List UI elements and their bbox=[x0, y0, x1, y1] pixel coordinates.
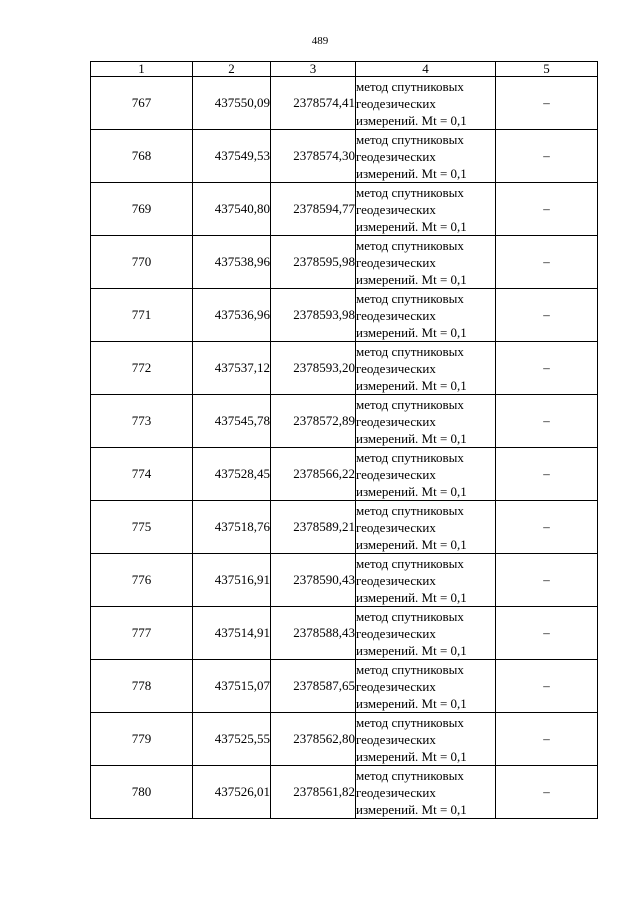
method-cell bbox=[356, 448, 496, 501]
point-number-cell: 773 bbox=[91, 395, 193, 448]
method-cell bbox=[356, 660, 496, 713]
point-number-cell: 777 bbox=[91, 607, 193, 660]
method-line: геодезических bbox=[356, 201, 436, 217]
x-coordinate-cell: 437514,91 bbox=[193, 607, 271, 660]
method-line: геодезических bbox=[356, 148, 436, 164]
note-cell: – bbox=[496, 236, 598, 289]
note-cell: – bbox=[496, 342, 598, 395]
x-coordinate-cell: 437550,09 bbox=[193, 77, 271, 130]
table-row bbox=[91, 766, 598, 819]
method-line: метод спутниковых bbox=[356, 661, 464, 677]
y-coordinate-cell: 2378593,98 bbox=[271, 289, 356, 342]
table-row bbox=[91, 554, 598, 607]
method-cell bbox=[356, 130, 496, 183]
x-coordinate-cell: 437540,80 bbox=[193, 183, 271, 236]
method-cell bbox=[356, 183, 496, 236]
method-line: геодезических bbox=[356, 731, 436, 747]
method-cell bbox=[356, 236, 496, 289]
method-line: метод спутниковых bbox=[356, 555, 464, 571]
table-row bbox=[91, 130, 598, 183]
x-coordinate-cell: 437525,55 bbox=[193, 713, 271, 766]
method-line: метод спутниковых bbox=[356, 608, 464, 624]
note-cell: – bbox=[496, 501, 598, 554]
method-line: метод спутниковых bbox=[356, 184, 464, 200]
note-cell: – bbox=[496, 766, 598, 819]
point-number-cell: 767 bbox=[91, 77, 193, 130]
point-number-cell: 779 bbox=[91, 713, 193, 766]
table-row bbox=[91, 607, 598, 660]
method-line: геодезических bbox=[356, 625, 436, 641]
point-number-cell: 774 bbox=[91, 448, 193, 501]
method-line: метод спутниковых bbox=[356, 237, 464, 253]
method-line: метод спутниковых bbox=[356, 290, 464, 306]
table-row bbox=[91, 289, 598, 342]
method-line: метод спутниковых bbox=[356, 767, 464, 783]
header-row bbox=[91, 62, 598, 77]
note-cell: – bbox=[496, 660, 598, 713]
note-cell: – bbox=[496, 77, 598, 130]
table-row bbox=[91, 77, 598, 130]
method-cell bbox=[356, 395, 496, 448]
x-coordinate-cell: 437516,91 bbox=[193, 554, 271, 607]
y-coordinate-cell: 2378590,43 bbox=[271, 554, 356, 607]
point-number-cell: 772 bbox=[91, 342, 193, 395]
method-line: измерений. Mt = 0,1 bbox=[356, 377, 467, 393]
method-line: измерений. Mt = 0,1 bbox=[356, 324, 467, 340]
x-coordinate-cell: 437526,01 bbox=[193, 766, 271, 819]
x-coordinate-cell: 437537,12 bbox=[193, 342, 271, 395]
method-line: метод спутниковых bbox=[356, 131, 464, 147]
x-coordinate-cell: 437518,76 bbox=[193, 501, 271, 554]
method-cell bbox=[356, 289, 496, 342]
table-body bbox=[91, 77, 598, 819]
y-coordinate-cell: 2378574,41 bbox=[271, 77, 356, 130]
x-coordinate-cell: 437549,53 bbox=[193, 130, 271, 183]
table-row bbox=[91, 501, 598, 554]
method-cell bbox=[356, 501, 496, 554]
table-row bbox=[91, 713, 598, 766]
method-line: геодезических bbox=[356, 466, 436, 482]
point-number-cell: 769 bbox=[91, 183, 193, 236]
method-cell bbox=[356, 342, 496, 395]
header-col-5: 5 bbox=[496, 62, 598, 77]
method-line: метод спутниковых bbox=[356, 714, 464, 730]
point-number-cell: 778 bbox=[91, 660, 193, 713]
method-line: метод спутниковых bbox=[356, 78, 464, 94]
method-line: измерений. Mt = 0,1 bbox=[356, 748, 467, 764]
point-number-cell: 776 bbox=[91, 554, 193, 607]
method-line: метод спутниковых bbox=[356, 396, 464, 412]
y-coordinate-cell: 2378595,98 bbox=[271, 236, 356, 289]
method-line: измерений. Mt = 0,1 bbox=[356, 589, 467, 605]
method-line: метод спутниковых bbox=[356, 343, 464, 359]
note-cell: – bbox=[496, 554, 598, 607]
note-cell: – bbox=[496, 395, 598, 448]
method-line: измерений. Mt = 0,1 bbox=[356, 642, 467, 658]
method-cell bbox=[356, 607, 496, 660]
method-line: измерений. Mt = 0,1 bbox=[356, 483, 467, 499]
table-row bbox=[91, 395, 598, 448]
header-col-3: 3 bbox=[271, 62, 356, 77]
y-coordinate-cell: 2378588,43 bbox=[271, 607, 356, 660]
method-line: измерений. Mt = 0,1 bbox=[356, 430, 467, 446]
y-coordinate-cell: 2378562,80 bbox=[271, 713, 356, 766]
header-col-2: 2 bbox=[193, 62, 271, 77]
method-cell bbox=[356, 713, 496, 766]
method-line: геодезических bbox=[356, 519, 436, 535]
y-coordinate-cell: 2378589,21 bbox=[271, 501, 356, 554]
method-line: измерений. Mt = 0,1 bbox=[356, 695, 467, 711]
method-line: метод спутниковых bbox=[356, 502, 464, 518]
table-row bbox=[91, 448, 598, 501]
table-row bbox=[91, 660, 598, 713]
x-coordinate-cell: 437536,96 bbox=[193, 289, 271, 342]
method-cell bbox=[356, 766, 496, 819]
page-number: 489 bbox=[311, 35, 329, 47]
y-coordinate-cell: 2378574,30 bbox=[271, 130, 356, 183]
table-row bbox=[91, 236, 598, 289]
table-row bbox=[91, 183, 598, 236]
method-line: геодезических bbox=[356, 254, 436, 270]
method-line: геодезических bbox=[356, 413, 436, 429]
method-cell bbox=[356, 77, 496, 130]
method-line: измерений. Mt = 0,1 bbox=[356, 536, 467, 552]
method-line: измерений. Mt = 0,1 bbox=[356, 271, 467, 287]
method-line: геодезических bbox=[356, 572, 436, 588]
method-line: геодезических bbox=[356, 95, 436, 111]
y-coordinate-cell: 2378593,20 bbox=[271, 342, 356, 395]
header-col-4: 4 bbox=[356, 62, 496, 77]
note-cell: – bbox=[496, 289, 598, 342]
method-line: метод спутниковых bbox=[356, 449, 464, 465]
point-number-cell: 780 bbox=[91, 766, 193, 819]
method-line: геодезических bbox=[356, 307, 436, 323]
point-number-cell: 775 bbox=[91, 501, 193, 554]
x-coordinate-cell: 437545,78 bbox=[193, 395, 271, 448]
method-cell bbox=[356, 554, 496, 607]
y-coordinate-cell: 2378587,65 bbox=[271, 660, 356, 713]
method-line: измерений. Mt = 0,1 bbox=[356, 112, 467, 128]
method-line: геодезических bbox=[356, 784, 436, 800]
method-line: измерений. Mt = 0,1 bbox=[356, 218, 467, 234]
note-cell: – bbox=[496, 130, 598, 183]
x-coordinate-cell: 437538,96 bbox=[193, 236, 271, 289]
y-coordinate-cell: 2378561,82 bbox=[271, 766, 356, 819]
method-line: измерений. Mt = 0,1 bbox=[356, 165, 467, 181]
x-coordinate-cell: 437515,07 bbox=[193, 660, 271, 713]
method-line: геодезических bbox=[356, 678, 436, 694]
note-cell: – bbox=[496, 713, 598, 766]
method-line: измерений. Mt = 0,1 bbox=[356, 801, 467, 817]
x-coordinate-cell: 437528,45 bbox=[193, 448, 271, 501]
coordinates-table bbox=[90, 61, 598, 819]
point-number-cell: 771 bbox=[91, 289, 193, 342]
point-number-cell: 770 bbox=[91, 236, 193, 289]
y-coordinate-cell: 2378572,89 bbox=[271, 395, 356, 448]
note-cell: – bbox=[496, 448, 598, 501]
method-line: геодезических bbox=[356, 360, 436, 376]
note-cell: – bbox=[496, 607, 598, 660]
note-cell: – bbox=[496, 183, 598, 236]
table-row bbox=[91, 342, 598, 395]
header-col-1: 1 bbox=[91, 62, 193, 77]
y-coordinate-cell: 2378566,22 bbox=[271, 448, 356, 501]
point-number-cell: 768 bbox=[91, 130, 193, 183]
y-coordinate-cell: 2378594,77 bbox=[271, 183, 356, 236]
